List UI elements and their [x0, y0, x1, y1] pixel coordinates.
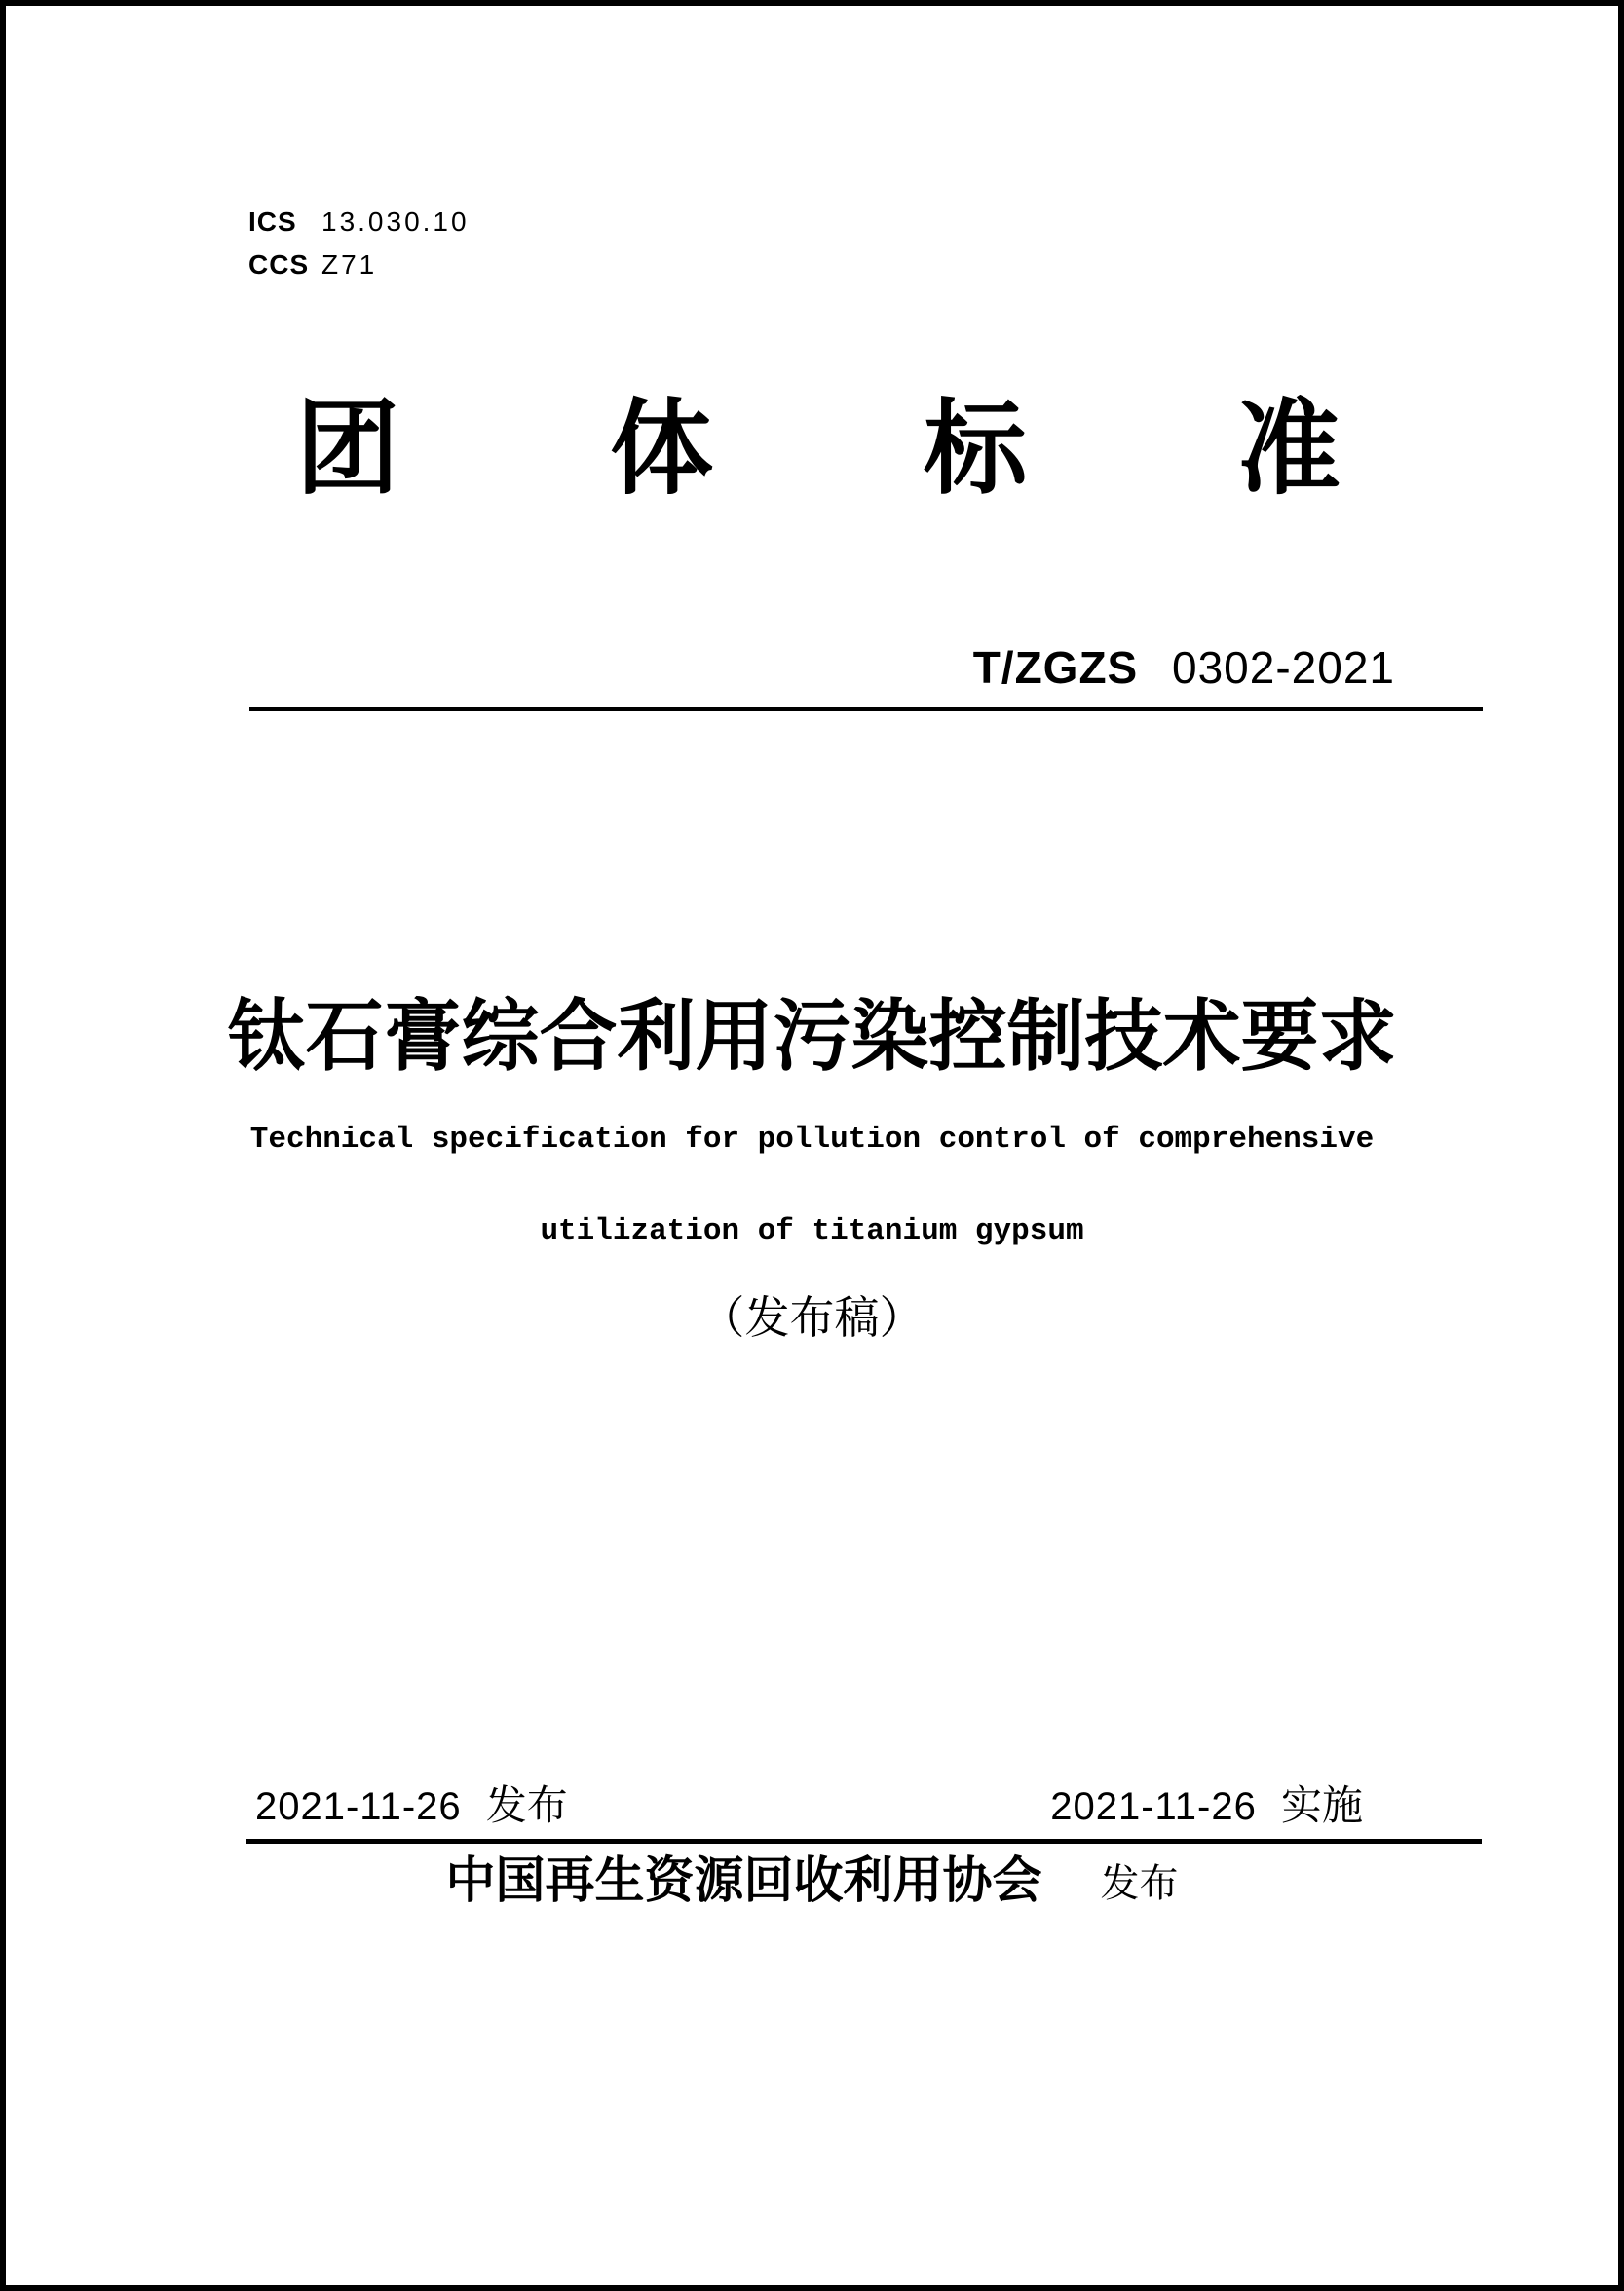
issue-date-item	[255, 1774, 568, 1832]
doc-type-char: 体	[610, 387, 713, 509]
classification-block	[248, 207, 470, 292]
ccs-row	[248, 249, 470, 292]
publisher-action-label: 发布	[1100, 1861, 1179, 1907]
standard-number	[973, 643, 1395, 693]
issue-date-label: 发布	[485, 1781, 568, 1829]
ics-row	[248, 207, 470, 249]
english-title-line1: Technical specification for pollution control of comprehensive	[249, 1123, 1375, 1157]
doc-type-char: 准	[1237, 387, 1341, 509]
ccs-value: Z71	[321, 249, 378, 280]
doc-type-char: 团	[296, 387, 399, 509]
header-rule	[249, 707, 1483, 711]
ccs-label: CCS	[248, 249, 310, 280]
ics-label: ICS	[248, 207, 297, 237]
implementation-date-label: 实施	[1280, 1781, 1363, 1829]
publisher-name: 中国再生资源回收利用协会	[445, 1852, 1042, 1910]
chinese-title: 钛石膏综合利用污染控制技术要求	[227, 991, 1397, 1082]
doc-type-char: 标	[924, 387, 1027, 509]
draft-note: （发布稿）	[699, 1291, 925, 1344]
document-type-title	[296, 387, 1341, 509]
ics-value: 13.030.10	[321, 207, 470, 237]
publisher-row	[6, 1852, 1618, 1911]
implementation-date-value: 2021-11-26	[1050, 1785, 1257, 1828]
english-title-line2: utilization of titanium gypsum	[540, 1214, 1084, 1248]
dates-row	[255, 1774, 1363, 1832]
implementation-date-item	[1050, 1774, 1363, 1832]
issue-date-value: 2021-11-26	[255, 1785, 462, 1828]
footer-rule	[246, 1839, 1482, 1844]
standard-number-prefix: T/ZGZS	[972, 642, 1139, 693]
standard-number-suffix: 0302-2021	[1172, 642, 1395, 693]
